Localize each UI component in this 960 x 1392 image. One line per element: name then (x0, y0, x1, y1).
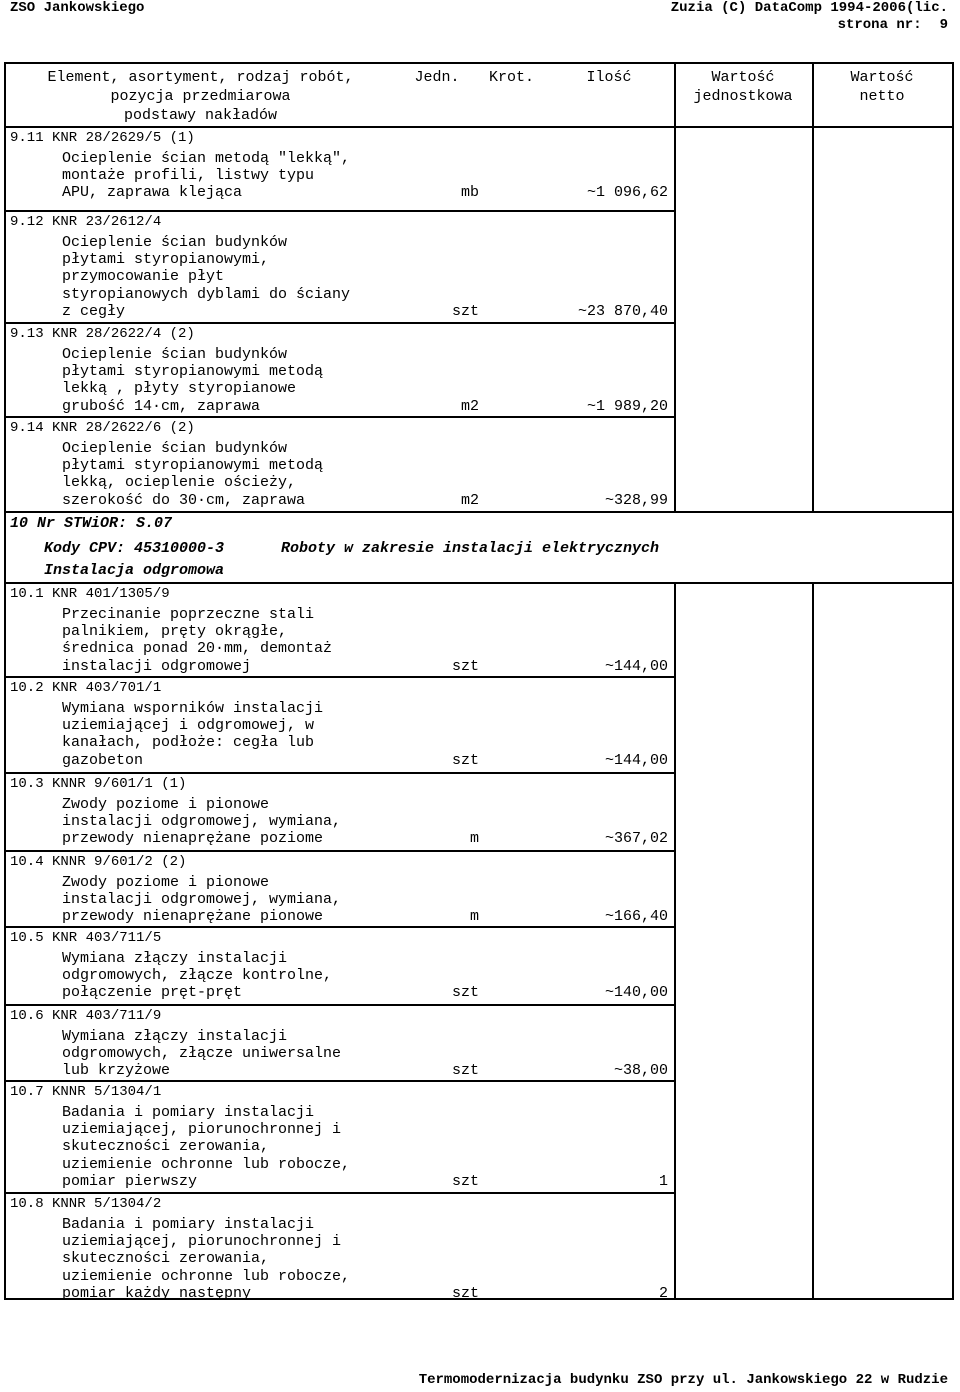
item-unit: szt (451, 984, 479, 1002)
item-description: płytami styropianowymi metodą (62, 363, 324, 381)
column-header-unit: Jedn. (414, 69, 460, 86)
item-quantity: ~144,00 (604, 751, 668, 769)
item-number: 10.7 KNNR 5/1304/1 (10, 1084, 162, 1100)
cpv-code: Kody CPV: 45310000-3 (44, 540, 225, 557)
item-description: Zwody poziome i pionowe (62, 796, 270, 813)
item-quantity: ~166,40 (604, 908, 668, 926)
item-number: 9.13 KNR 28/2622/4 (2) (10, 326, 195, 342)
item-description: szerokość do 30·cm, zaprawa (62, 491, 306, 509)
item-description: instalacji odgromowej, wymiana, (62, 813, 342, 831)
item-unit: szt (451, 751, 479, 769)
item-description: APU, zaprawa klejąca (62, 184, 243, 202)
item-quantity: ~328,99 (604, 491, 668, 509)
item-unit: mb (460, 184, 479, 202)
item-unit: m (469, 830, 479, 848)
item-unit: szt (451, 302, 479, 320)
item-description: instalacji odgromowej (62, 657, 252, 675)
item-quantity: ~367,02 (604, 830, 668, 848)
item-number: 10.4 KNNR 9/601/2 (2) (10, 854, 187, 870)
column-header-unit-value: jednostkowa (693, 88, 793, 105)
item-description: uziemiającej, piorunochronnej i (62, 1233, 342, 1251)
item-description: przewody nienaprężane pionowe (62, 908, 324, 926)
item-description: palnikiem, pręty okrągłe, (62, 623, 288, 641)
column-header-element: pozycja przedmiarowa (110, 88, 291, 105)
item-quantity: ~38,00 (613, 1062, 668, 1080)
column-header-unit-value: Wartość (711, 69, 775, 86)
item-description: średnica ponad 20·mm, demontaż (62, 640, 333, 658)
section-title: 10 Nr STWiOR: S.07 (10, 515, 173, 532)
item-description: połączenie pręt-pręt (62, 984, 243, 1002)
row-divider (6, 322, 674, 324)
item-description: Badania i pomiary instalacji (62, 1216, 315, 1233)
item-description: pomiar każdy następny (62, 1284, 252, 1302)
item-description: uziemienie ochronne lub robocze, (62, 1155, 351, 1173)
page-number: 9 (939, 17, 948, 33)
item-unit: m (469, 908, 479, 926)
column-divider (812, 64, 814, 511)
item-unit: szt (451, 1062, 479, 1080)
row-divider (6, 416, 674, 418)
column-header-element: Element, asortyment, rodzaj robót, (47, 69, 354, 86)
row-divider (6, 126, 674, 128)
item-description: odgromowych, złącze kontrolne, (62, 967, 333, 985)
column-header-net-value: Wartość (850, 69, 914, 86)
section-subtitle: Instalacja odgromowa (44, 562, 225, 579)
item-description: skuteczności zerowania, (62, 1138, 270, 1156)
item-description: skuteczności zerowania, (62, 1250, 270, 1268)
item-description: przymocowanie płyt (62, 268, 225, 286)
item-number: 10.5 KNR 403/711/5 (10, 930, 162, 946)
page-number-label: strona nr: (837, 17, 922, 33)
column-divider (812, 582, 814, 1298)
item-description: płytami styropianowymi, (62, 251, 270, 269)
item-description: Ocieplenie ścian budynków (62, 234, 288, 251)
cpv-description: Roboty w zakresie instalacji elektrycznych (281, 540, 660, 557)
cost-table (4, 62, 954, 1300)
item-description: instalacji odgromowej, wymiana, (62, 891, 342, 909)
section-divider (6, 511, 952, 513)
item-quantity: ~1 096,62 (586, 184, 668, 202)
row-divider (6, 1004, 674, 1006)
item-quantity: 1 (658, 1172, 668, 1190)
item-unit: m2 (460, 397, 479, 415)
item-description: odgromowych, złącze uniwersalne (62, 1045, 342, 1063)
item-description: Zwody poziome i pionowe (62, 874, 270, 891)
item-description: uziemiającej, piorunochronnej i (62, 1121, 342, 1139)
item-number: 9.12 KNR 23/2612/4 (10, 214, 162, 230)
row-divider (6, 1080, 674, 1082)
row-divider (6, 850, 674, 852)
item-number: 10.8 KNNR 5/1304/2 (10, 1196, 162, 1212)
column-header-element: podstawy nakładów (123, 107, 278, 124)
item-description: montaże profili, listwy typu (62, 167, 315, 185)
item-number: 9.11 KNR 28/2629/5 (1) (10, 130, 195, 146)
row-divider (6, 210, 674, 212)
item-number: 10.1 KNR 401/1305/9 (10, 586, 170, 602)
column-header-net-value: netto (859, 88, 905, 105)
item-description: Badania i pomiary instalacji (62, 1104, 315, 1121)
item-description: Ocieplenie ścian metodą "lekką", (62, 150, 351, 167)
column-divider (674, 582, 676, 1298)
column-header-krot: Krot. (488, 69, 534, 86)
item-description: Wymiana wsporników instalacji (62, 700, 324, 717)
item-description: Ocieplenie ścian budynków (62, 440, 288, 457)
item-description: z cegły (62, 302, 126, 320)
row-divider (6, 676, 674, 678)
row-divider (6, 582, 674, 584)
item-unit: szt (451, 1172, 479, 1190)
item-description: uziemiającej i odgromowej, w (62, 717, 315, 735)
page-number-row (838, 17, 948, 33)
item-quantity: ~144,00 (604, 657, 668, 675)
row-divider (6, 772, 674, 774)
item-description: płytami styropianowymi metodą (62, 457, 324, 475)
item-number: 10.3 KNNR 9/601/1 (1) (10, 776, 187, 792)
item-description: grubość 14·cm, zaprawa (62, 397, 261, 415)
item-description: lekką, ocieplenie ościeży, (62, 474, 297, 492)
item-unit: szt (451, 657, 479, 675)
item-unit: m2 (460, 491, 479, 509)
page-header-left: ZSO Jankowskiego (10, 0, 145, 16)
item-description: gazobeton (62, 751, 144, 769)
page-header-right: Zuzia (C) DataComp 1994-2006(lic. (670, 0, 948, 16)
item-description: kanałach, podłoże: cegła lub (62, 734, 315, 752)
item-quantity: 2 (658, 1284, 668, 1302)
item-description: Ocieplenie ścian budynków (62, 346, 288, 363)
item-description: Wymiana złączy instalacji (62, 1028, 288, 1045)
item-number: 10.6 KNR 403/711/9 (10, 1008, 162, 1024)
item-number: 9.14 KNR 28/2622/6 (2) (10, 420, 195, 436)
item-description: pomiar pierwszy (62, 1172, 198, 1190)
item-quantity: ~140,00 (604, 984, 668, 1002)
item-description: lub krzyżowe (62, 1062, 171, 1080)
item-quantity: ~23 870,40 (577, 302, 668, 320)
item-description: przewody nienaprężane poziome (62, 830, 324, 848)
row-divider (6, 1192, 674, 1194)
item-description: styropianowych dyblami do ściany (62, 285, 351, 303)
item-description: Przecinanie poprzeczne stali (62, 606, 315, 623)
column-divider (674, 64, 676, 511)
item-quantity: ~1 989,20 (586, 397, 668, 415)
item-unit: szt (451, 1284, 479, 1302)
item-description: lekką , płyty styropianowe (62, 380, 297, 398)
row-divider (6, 926, 674, 928)
footer-text: Termomodernizacja budynku ZSO przy ul. Jankowskiego 22 w Rudzie (418, 1372, 948, 1388)
item-number: 10.2 KNR 403/701/1 (10, 680, 162, 696)
column-header-qty: Ilość (586, 69, 632, 86)
item-description: uziemienie ochronne lub robocze, (62, 1267, 351, 1285)
item-description: Wymiana złączy instalacji (62, 950, 288, 967)
